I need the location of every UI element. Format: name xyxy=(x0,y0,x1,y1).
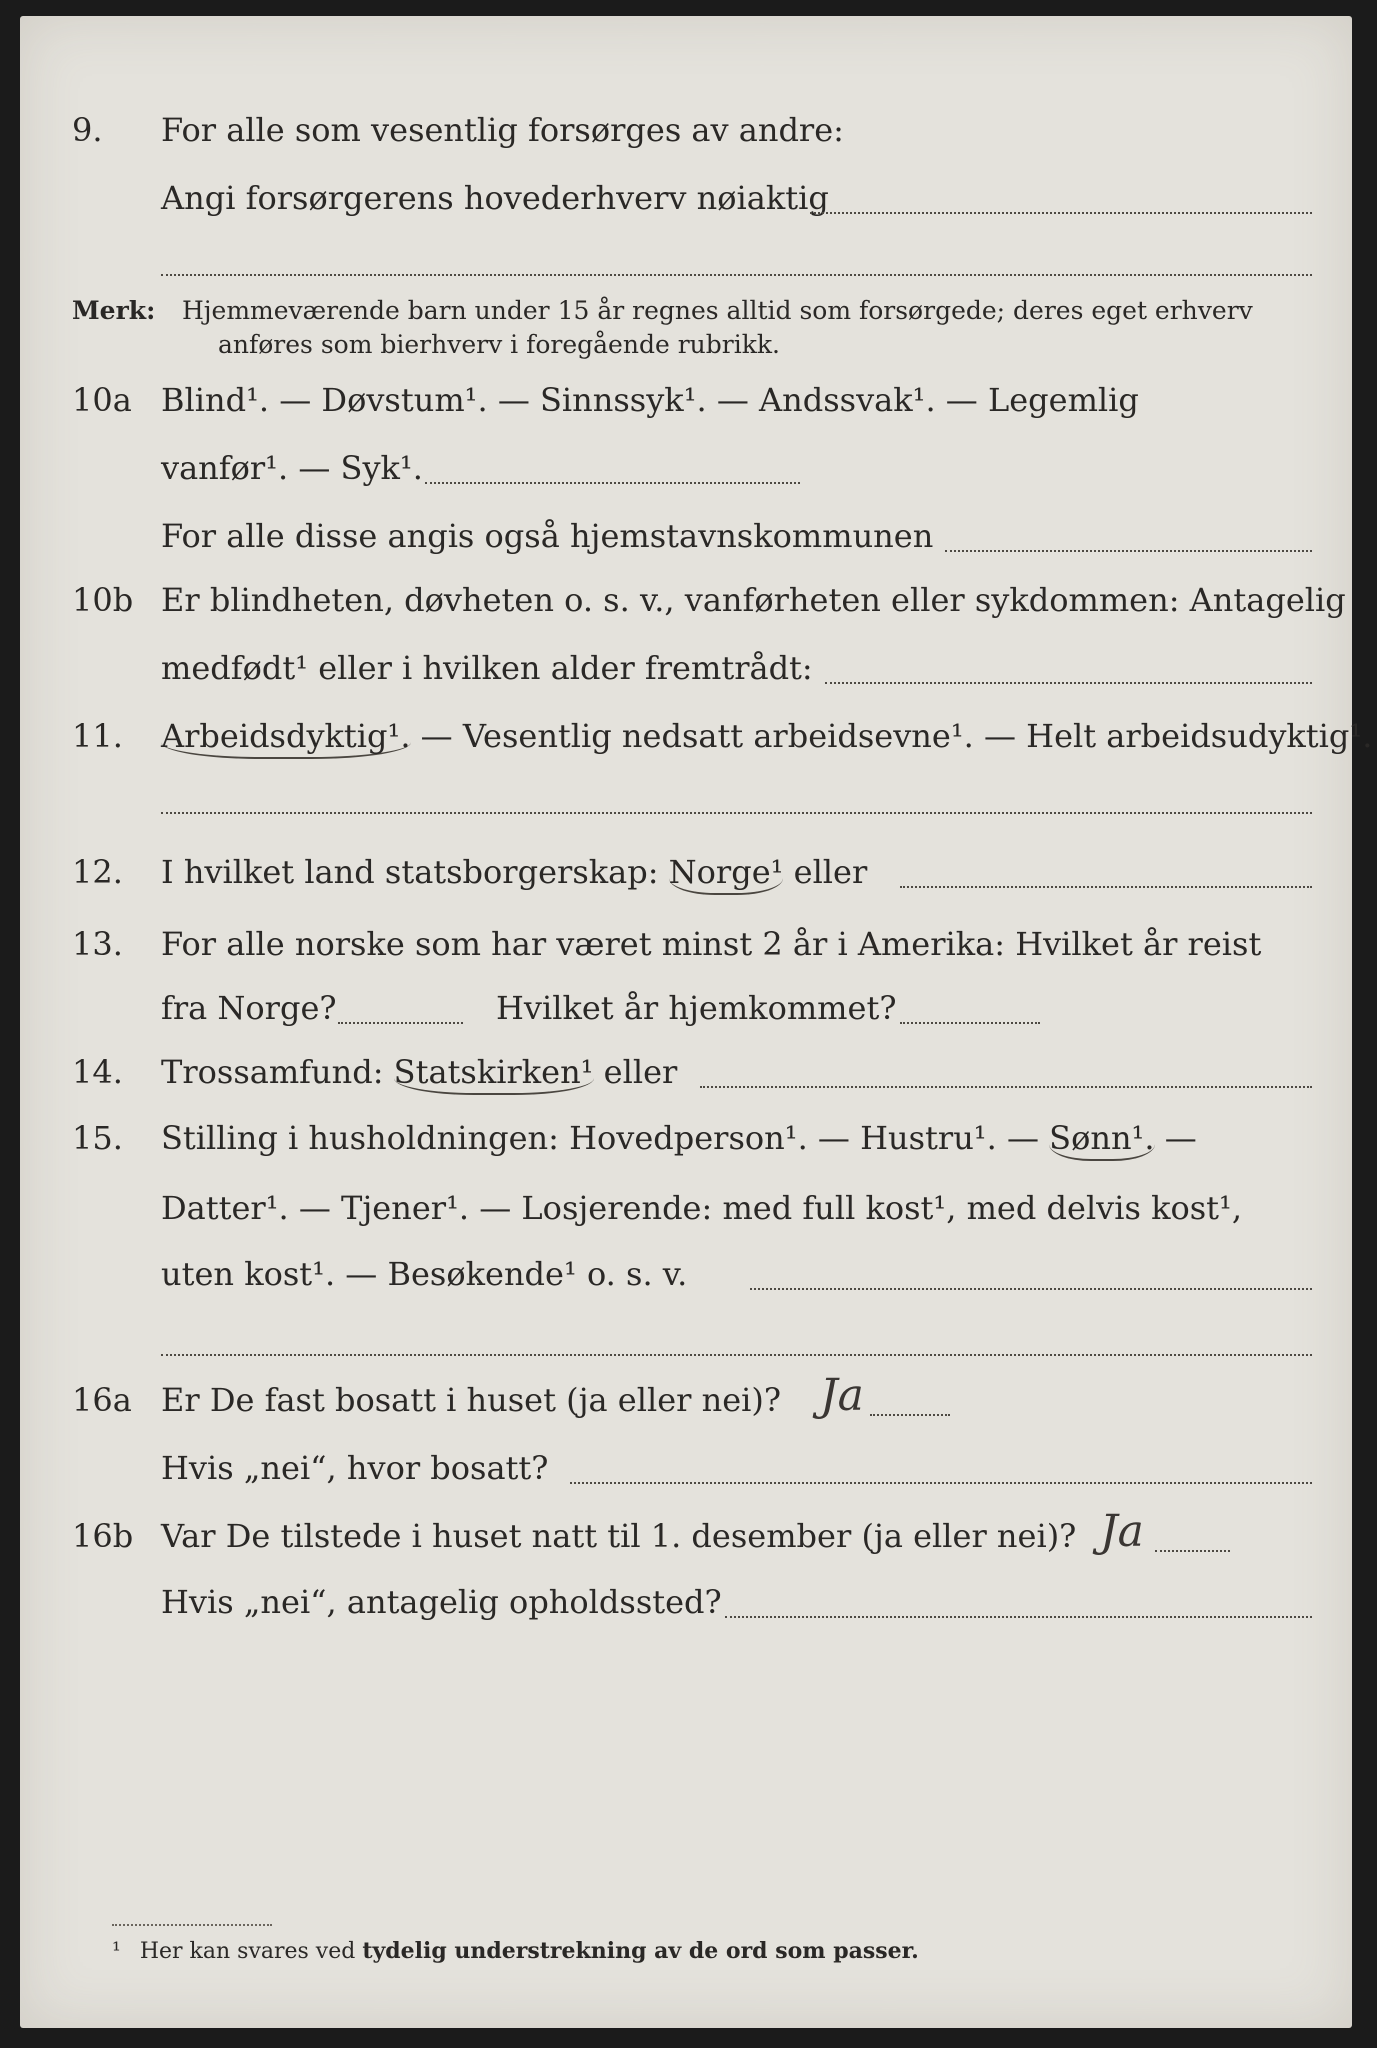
q12-answer-line[interactable] xyxy=(900,886,1312,888)
q10a-line2: vanfør¹. — Syk¹. xyxy=(161,449,423,487)
q12-underlined-answer: Norge¹ xyxy=(669,853,784,895)
q9-number: 9. xyxy=(72,111,103,149)
q10b-line1: Er blindheten, døvheten o. s. v., vanførheten eller sykdommen: Antagelig xyxy=(161,581,1346,619)
q14-pre: Trossamfund: xyxy=(161,1053,394,1091)
q9-line2: Angi forsørgerens hovederhverv nøiaktig xyxy=(161,179,829,217)
q13-line1: For alle norske som har været minst 2 år i Amerika: Hvilket år reist xyxy=(161,925,1262,963)
q16b-answer-line[interactable] xyxy=(1155,1550,1230,1552)
footnote-text-a: Her kan svares ved xyxy=(139,1939,363,1964)
q12-number: 12. xyxy=(72,853,123,891)
q10a-hjemstavn-answer-line[interactable] xyxy=(945,550,1312,552)
q14-number: 14. xyxy=(72,1053,123,1091)
q15-number: 15. xyxy=(72,1119,123,1157)
q11-text xyxy=(161,716,1372,756)
q15-answer-line[interactable] xyxy=(750,1288,1312,1290)
q16a-line1: Er De fast bosatt i huset (ja eller nei)? xyxy=(161,1381,782,1419)
q11-rest: — Vesentlig nedsatt arbeidsevne¹. — Helt arbeidsudyktig¹. xyxy=(410,717,1373,755)
q16b-line1: Var De tilstede i huset natt til 1. desember (ja eller nei)? xyxy=(161,1517,1077,1555)
q16a-answer-line[interactable] xyxy=(870,1414,950,1416)
q10b-answer-line[interactable] xyxy=(825,682,1312,684)
q15-answer-line-2[interactable] xyxy=(161,1354,1312,1356)
q16b-opholdssted-answer-line[interactable] xyxy=(725,1616,1312,1618)
q11-number: 11. xyxy=(72,717,123,755)
q11-underlined-answer: Arbeidsdyktig¹. xyxy=(161,717,411,759)
q13-line2a: fra Norge? xyxy=(161,989,337,1027)
q10a-line1: Blind¹. — Døvstum¹. — Sinnssyk¹. — Andssvak¹. — Legemlig xyxy=(161,381,1139,419)
merk-label: Merk: xyxy=(72,296,156,325)
q15-line1-post: — xyxy=(1154,1119,1197,1157)
census-form-page xyxy=(20,16,1373,2028)
q14-post: eller xyxy=(593,1053,678,1091)
q15-line2: Datter¹. — Tjener¹. — Losjerende: med full kost¹, med delvis kost¹, xyxy=(161,1189,1243,1227)
q10b-number: 10b xyxy=(72,581,134,619)
q10a-number: 10a xyxy=(72,381,132,419)
q13-line2b: Hvilket år hjemkommet? xyxy=(496,989,897,1027)
q12-text xyxy=(161,852,867,892)
q16a-number: 16a xyxy=(72,1381,132,1419)
q15-line1 xyxy=(161,1118,1197,1158)
q15-underlined-answer: Sønn¹. xyxy=(1049,1119,1154,1161)
q10a-syk-answer-line[interactable] xyxy=(425,482,800,484)
q9-line1: For alle som vesentlig forsørges av andre: xyxy=(161,111,844,149)
q16a-bosatt-answer-line[interactable] xyxy=(570,1482,1312,1484)
q15-line3: uten kost¹. — Besøkende¹ o. s. v. xyxy=(161,1255,688,1293)
q13-reist-answer-line[interactable] xyxy=(338,1022,463,1024)
q16a-line2: Hvis „nei“, hvor bosatt? xyxy=(161,1449,549,1487)
q9-answer-line-2[interactable] xyxy=(161,274,1312,276)
footnote-text-b: tydelig understrekning av de ord som passer. xyxy=(362,1938,919,1964)
q16a-handwritten-answer: Ja xyxy=(820,1370,864,1421)
footnote-mark: ¹ xyxy=(112,1939,121,1964)
q15-line1-pre: Stilling i husholdningen: Hovedperson¹. — Hustru¹. — xyxy=(161,1119,1050,1157)
q13-hjemkommet-answer-line[interactable] xyxy=(900,1022,1040,1024)
footnote xyxy=(112,1936,919,1967)
q12-post: eller xyxy=(783,853,868,891)
merk-line2: anføres som bierhverv i foregående rubrikk. xyxy=(218,330,780,359)
q11-answer-line[interactable] xyxy=(161,812,1312,814)
q10a-line3: For alle disse angis også hjemstavnskommunen xyxy=(161,517,934,555)
q9-answer-line[interactable] xyxy=(810,212,1312,214)
q10b-line2: medfødt¹ eller i hvilken alder fremtrådt: xyxy=(161,649,813,687)
q16b-number: 16b xyxy=(72,1517,134,1555)
footnote-rule xyxy=(112,1924,272,1926)
q14-underlined-answer: Statskirken¹ xyxy=(394,1053,594,1095)
q14-answer-line[interactable] xyxy=(700,1086,1312,1088)
q16b-line2: Hvis „nei“, antagelig opholdssted? xyxy=(161,1583,722,1621)
q13-number: 13. xyxy=(72,925,123,963)
q12-pre: I hvilket land statsborgerskap: xyxy=(161,853,669,891)
q16b-handwritten-answer: Ja xyxy=(1100,1506,1144,1557)
q14-text xyxy=(161,1052,677,1092)
merk-line1: Hjemmeværende barn under 15 år regnes alltid som forsørgede; deres eget erhverv xyxy=(182,296,1253,325)
